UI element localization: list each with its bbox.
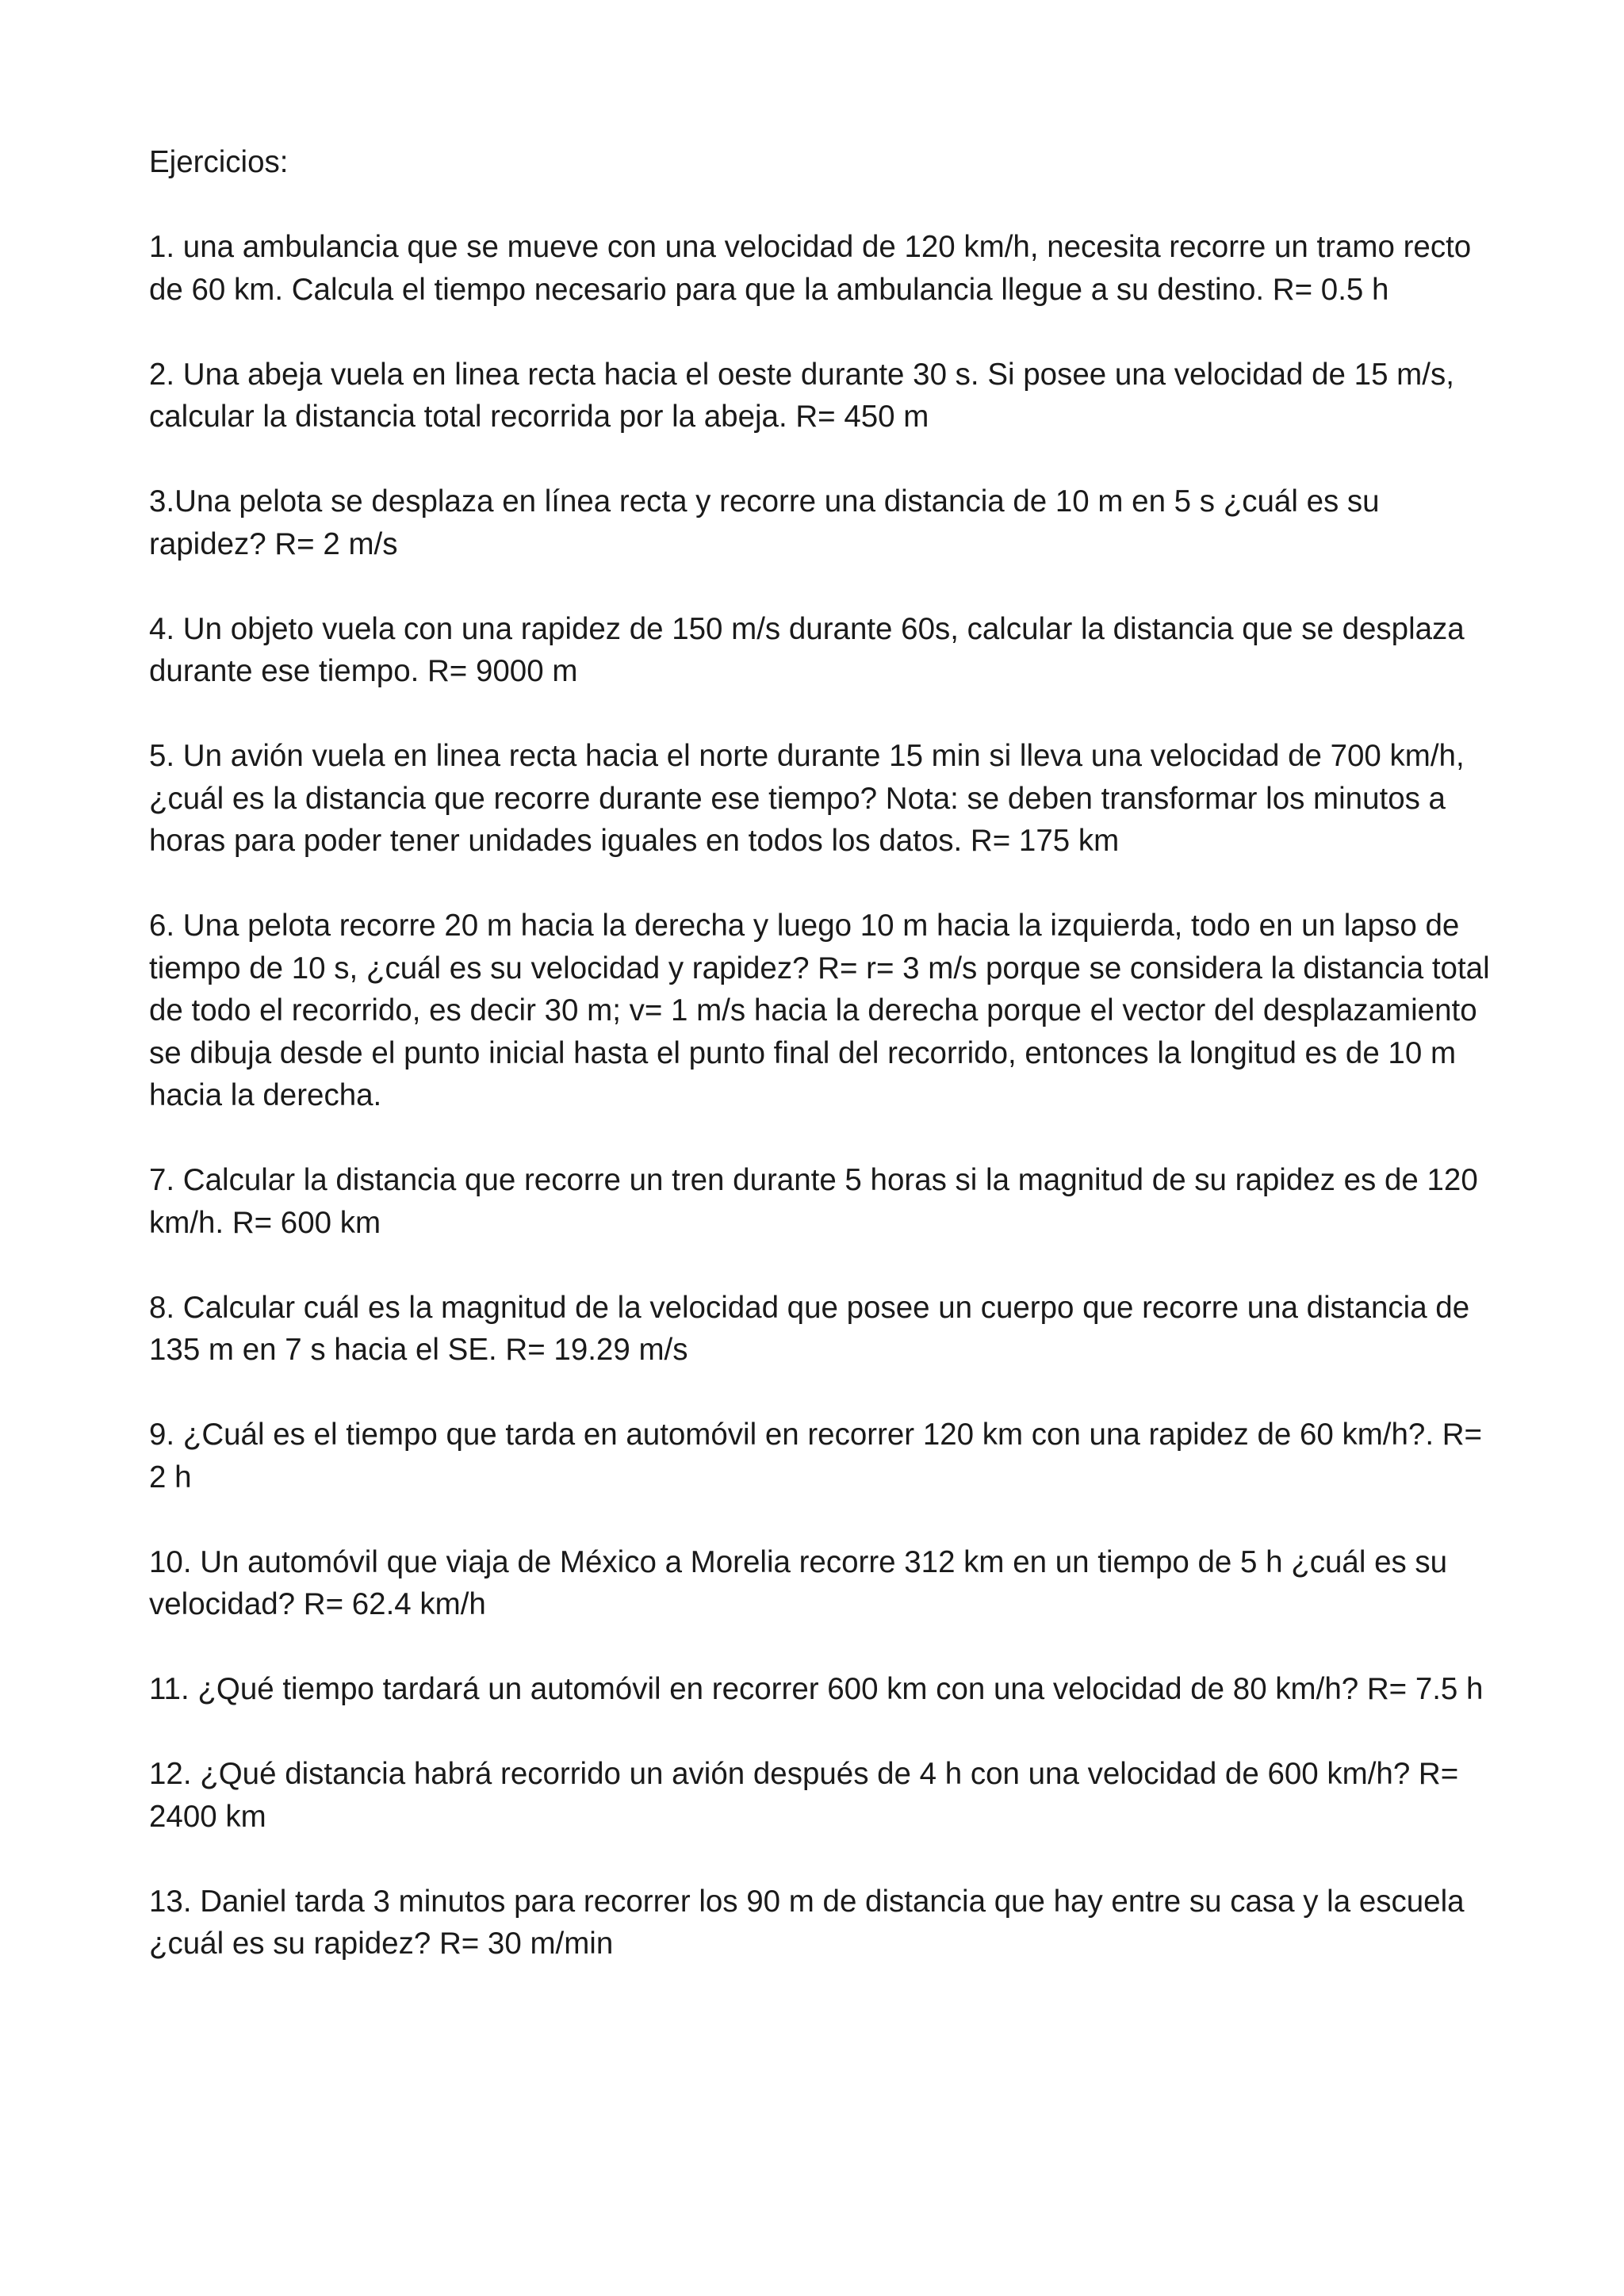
exercise-line: 2 h xyxy=(149,1460,192,1494)
exercise-12 xyxy=(149,1753,1481,1838)
exercise-9 xyxy=(149,1414,1481,1498)
exercise-line: 6. Una pelota recorre 20 m hacia la derecha y luego 10 m hacia la izquierda, todo en un lapso de xyxy=(149,909,1460,943)
exercise-10 xyxy=(149,1541,1481,1626)
exercise-line: horas para poder tener unidades iguales en todos los datos. R= 175 km xyxy=(149,824,1120,858)
exercise-line: 2400 km xyxy=(149,1799,266,1834)
exercise-list xyxy=(149,226,1490,1965)
exercise-line: 3.Una pelota se desplaza en línea recta y recorre una distancia de 10 m en 5 s ¿cuál es su xyxy=(149,484,1380,519)
exercise-line: velocidad? R= 62.4 km/h xyxy=(149,1587,486,1621)
exercise-11 xyxy=(149,1668,1484,1711)
exercise-line: se dibuja desde el punto inicial hasta el punto final del recorrido, entonces la longitud es de 10 m xyxy=(149,1035,1457,1070)
exercise-7 xyxy=(149,1159,1481,1244)
exercise-2 xyxy=(149,354,1481,438)
exercise-line: hacia la derecha. xyxy=(149,1078,382,1112)
exercise-1 xyxy=(149,226,1481,311)
exercise-line: 1. una ambulancia que se mueve con una velocidad de 120 km/h, necesita recorre un tramo recto xyxy=(149,230,1472,264)
exercise-line: de todo el recorrido, es decir 30 m; v= 1 m/s hacia la derecha porque el vector del desplazamiento xyxy=(149,993,1477,1027)
exercise-6 xyxy=(149,905,1490,1117)
exercise-line: 4. Un objeto vuela con una rapidez de 150 m/s durante 60s, calcular la distancia que se desplaza xyxy=(149,611,1465,646)
exercise-line: ¿cuál es su rapidez? R= 30 m/min xyxy=(149,1927,614,1961)
exercise-4 xyxy=(149,608,1481,693)
document-content xyxy=(149,141,1490,2007)
exercise-line: rapidez? R= 2 m/s xyxy=(149,526,398,561)
exercise-line: 2. Una abeja vuela en linea recta hacia el oeste durante 30 s. Si posee una velocidad de 15 m/s, xyxy=(149,357,1454,392)
exercise-line: ¿cuál es la distancia que recorre durante ese tiempo? Nota: se deben transformar los minutos a xyxy=(149,781,1446,816)
exercise-13 xyxy=(149,1881,1481,1965)
exercise-line: 8. Calcular cuál es la magnitud de la velocidad que posee un cuerpo que recorre una distancia de xyxy=(149,1290,1470,1325)
exercise-line: 7. Calcular la distancia que recorre un tren durante 5 horas si la magnitud de su rapidez es de 120 xyxy=(149,1163,1478,1197)
exercise-3 xyxy=(149,480,1481,565)
exercise-line: km/h. R= 600 km xyxy=(149,1205,381,1240)
exercise-5 xyxy=(149,735,1481,863)
exercise-line: calcular la distancia total recorrida por la abeja. R= 450 m xyxy=(149,400,929,434)
exercise-line: durante ese tiempo. R= 9000 m xyxy=(149,654,578,688)
exercise-line: de 60 km. Calcula el tiempo necesario para que la ambulancia llegue a su destino. R= 0.5 h xyxy=(149,272,1389,307)
page-heading: Ejercicios: xyxy=(149,145,289,179)
exercise-line: 135 m en 7 s hacia el SE. R= 19.29 m/s xyxy=(149,1333,688,1367)
exercise-line: 5. Un avión vuela en linea recta hacia el norte durante 15 min si lleva una velocidad de 700 km/h, xyxy=(149,739,1465,773)
exercise-8 xyxy=(149,1287,1481,1372)
exercise-line: 10. Un automóvil que viaja de México a Morelia recorre 312 km en un tiempo de 5 h ¿cuál es su xyxy=(149,1544,1448,1579)
exercise-line: tiempo de 10 s, ¿cuál es su velocidad y rapidez? R= r= 3 m/s porque se considera la distancia total xyxy=(149,951,1490,985)
exercise-line: 11. ¿Qué tiempo tardará un automóvil en recorrer 600 km con una velocidad de 80 km/h? R= 7.5 h xyxy=(149,1672,1484,1706)
exercise-line: 9. ¿Cuál es el tiempo que tarda en automóvil en recorrer 120 km con una rapidez de 60 km/h?. R= xyxy=(149,1418,1483,1452)
exercise-line: 13. Daniel tarda 3 minutos para recorrer los 90 m de distancia que hay entre su casa y la escuela xyxy=(149,1884,1465,1919)
exercise-line: 12. ¿Qué distancia habrá recorrido un avión después de 4 h con una velocidad de 600 km/h? R= xyxy=(149,1757,1459,1791)
